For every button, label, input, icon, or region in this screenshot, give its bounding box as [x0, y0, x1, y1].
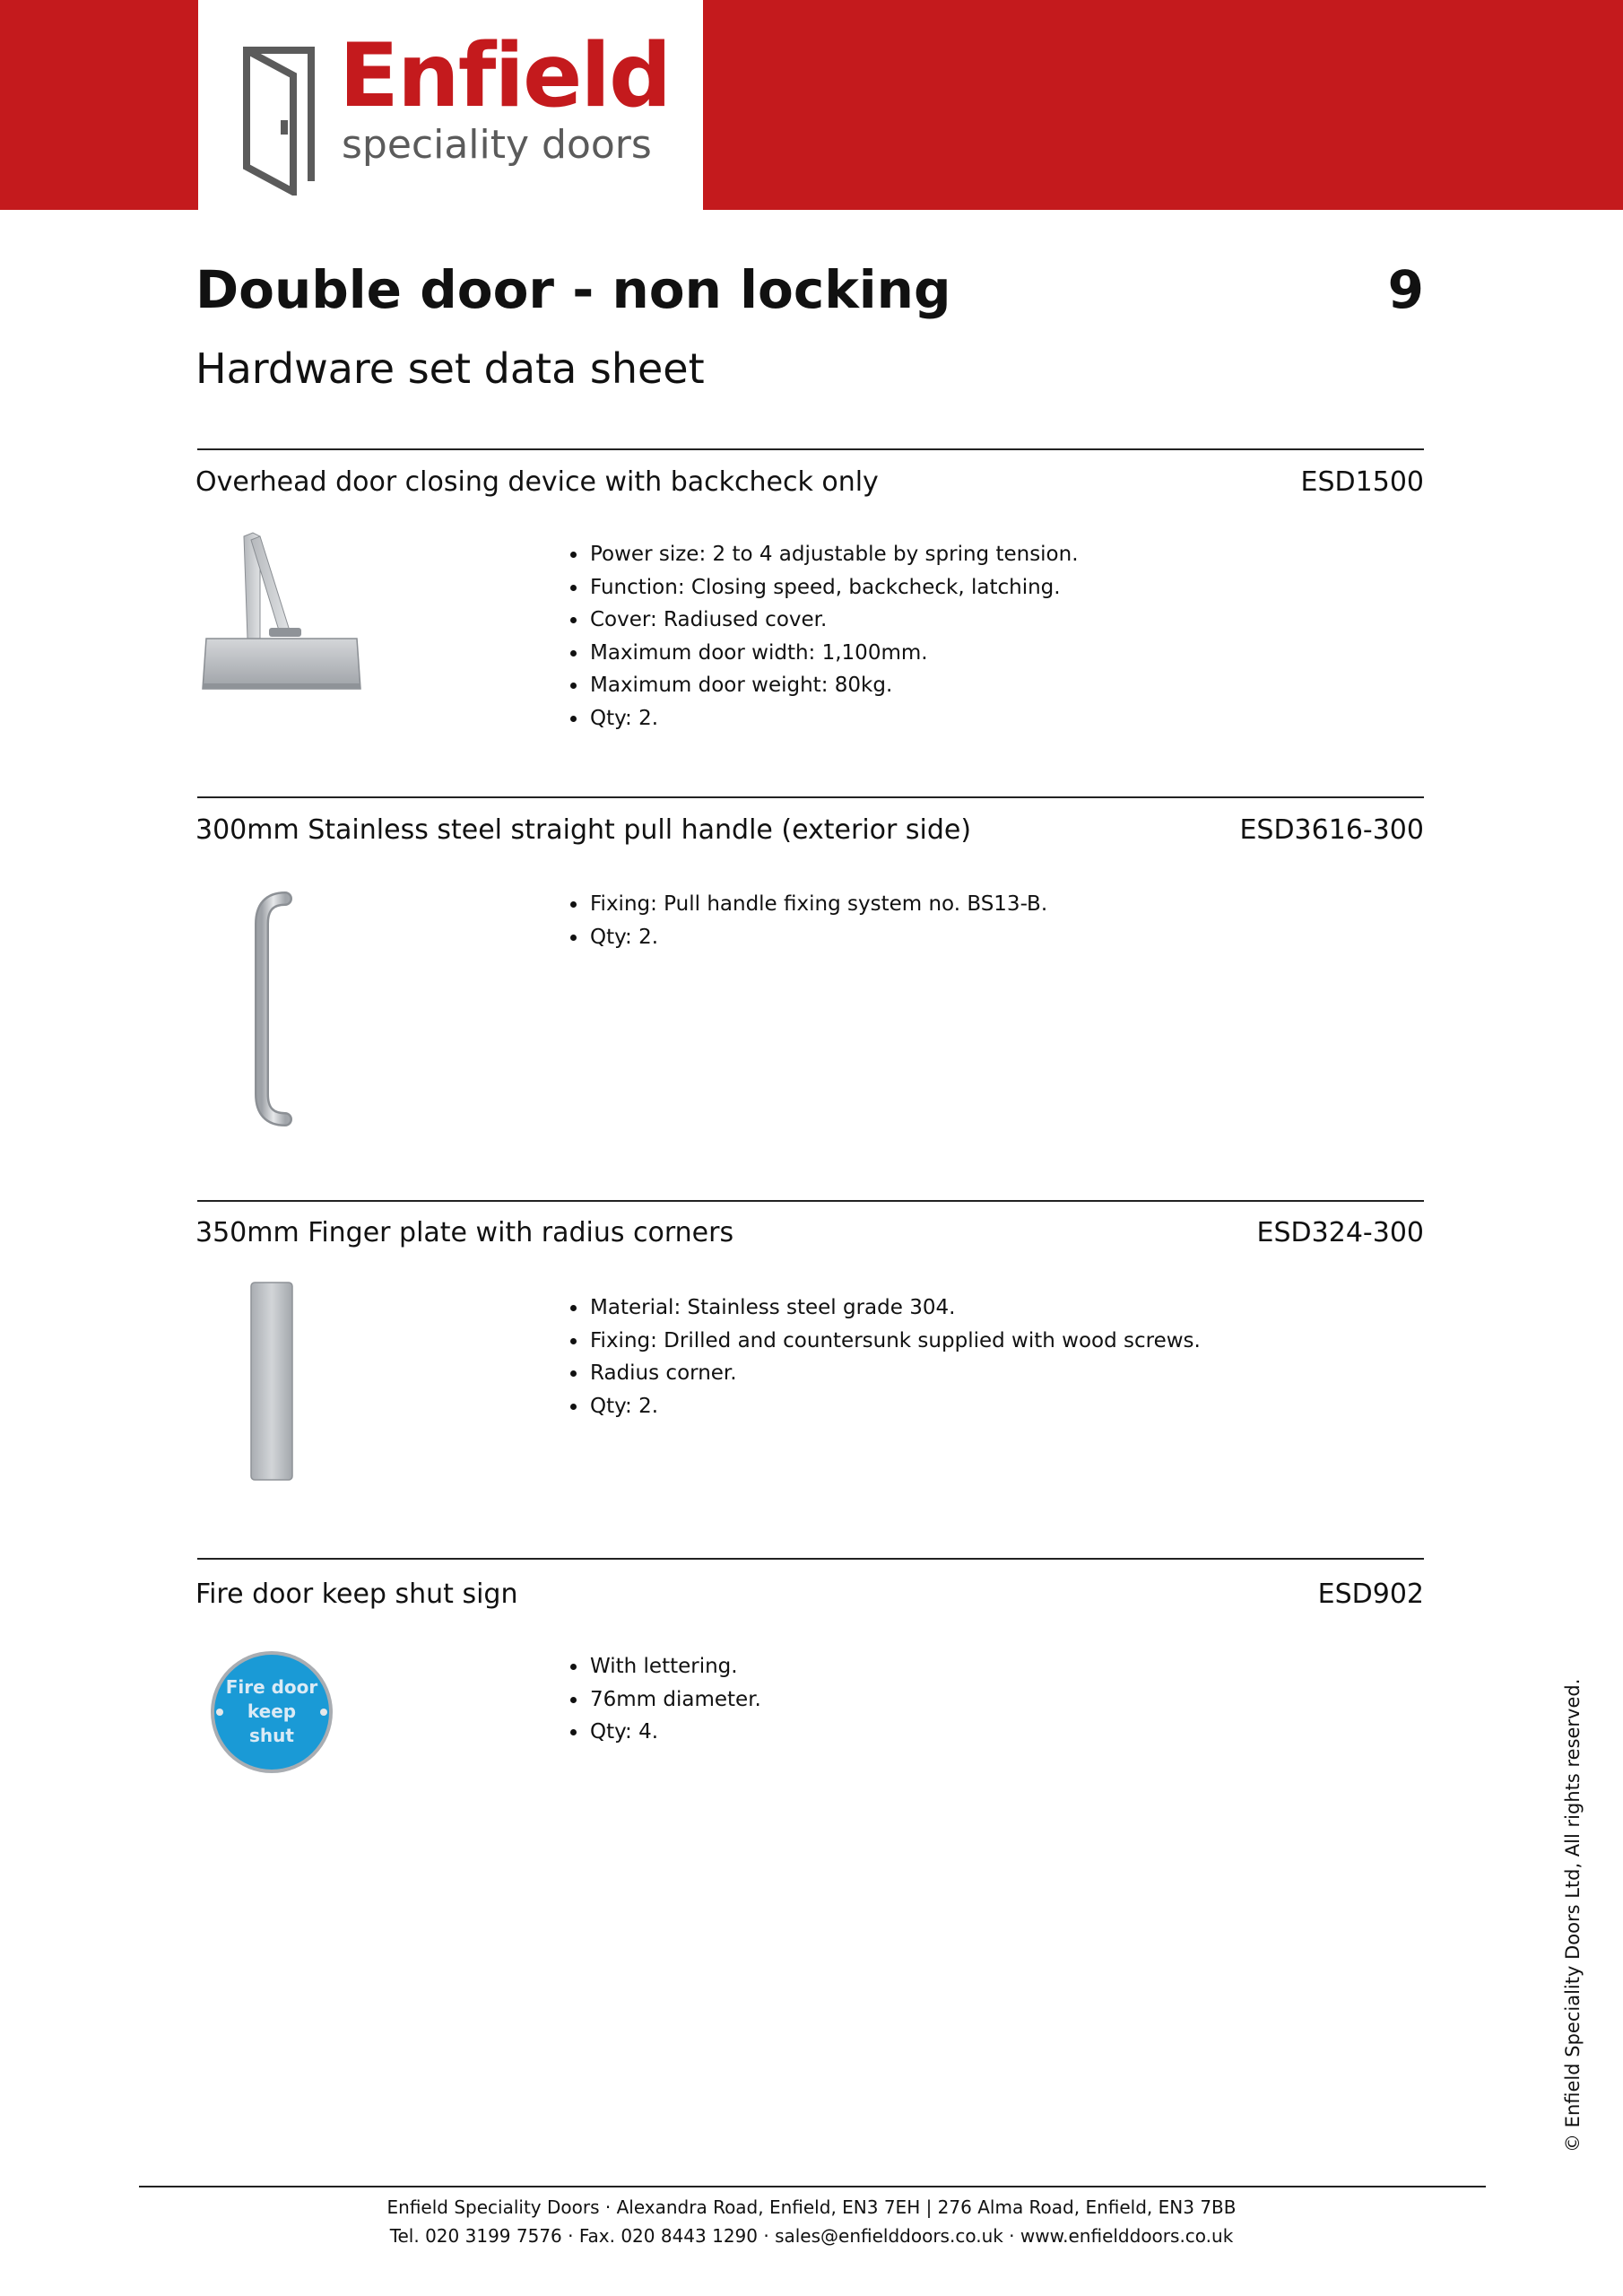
section-divider — [197, 1558, 1424, 1560]
spec-item: • Qty: 2. — [588, 1390, 1201, 1423]
spec-list — [563, 1650, 761, 1749]
footer-divider — [139, 2186, 1486, 2187]
page-number: 9 — [1387, 259, 1424, 320]
item-code: ESD3616-300 — [1239, 814, 1424, 846]
brand-tagline: speciality doors — [342, 122, 652, 168]
door-icon — [241, 47, 317, 196]
spec-item: • 76mm diameter. — [588, 1683, 761, 1717]
item-title: 300mm Stainless steel straight pull handle (exterior side) — [195, 814, 972, 846]
sign-text: shut — [249, 1725, 294, 1746]
footer-contact: Tel. 020 3199 7576 · Fax. 020 8443 1290 · sales@enfielddoors.co.uk · www.enfielddoors.co.uk — [389, 2225, 1234, 2247]
item-code: ESD1500 — [1300, 466, 1424, 498]
spec-list — [563, 888, 1047, 953]
finger-plate-icon — [249, 1281, 294, 1482]
footer-address: Enfield Speciality Doors · Alexandra Road, Enfield, EN3 7EH | 276 Alma Road, Enfield, EN3 7BB — [386, 2196, 1237, 2218]
spec-item: • Maximum door weight: 80kg. — [588, 669, 1079, 702]
spec-item: • Qty: 4. — [588, 1716, 761, 1749]
page-title: Double door - non locking — [195, 259, 951, 320]
spec-item: • Cover: Radiused cover. — [588, 604, 1079, 637]
spec-item: • Fixing: Drilled and countersunk supplied with wood screws. — [588, 1325, 1201, 1358]
spec-item: • Qty: 2. — [588, 921, 1047, 954]
item-title: 350mm Finger plate with radius corners — [195, 1217, 734, 1248]
copyright-notice: © Enfield Speciality Doors Ltd, All rights reserved. — [1562, 1678, 1584, 2152]
brand-name: Enfield — [339, 25, 671, 127]
section-divider — [197, 448, 1424, 450]
sign-text: keep — [247, 1700, 297, 1722]
spec-item: • Qty: 2. — [588, 702, 1079, 735]
spec-item: • Radius corner. — [588, 1357, 1201, 1390]
door-closer-icon — [197, 527, 368, 698]
section-divider — [197, 1200, 1424, 1202]
sign-text: Fire door — [225, 1676, 318, 1698]
spec-list — [563, 1292, 1201, 1422]
item-code: ESD902 — [1317, 1578, 1424, 1610]
spec-list — [563, 538, 1079, 735]
item-title: Overhead door closing device with backcheck only — [195, 466, 879, 498]
item-title: Fire door keep shut sign — [195, 1578, 518, 1610]
spec-item: • With lettering. — [588, 1650, 761, 1683]
item-code: ESD324-300 — [1256, 1217, 1424, 1248]
spec-item: • Function: Closing speed, backcheck, latching. — [588, 571, 1079, 604]
page-subtitle: Hardware set data sheet — [195, 344, 705, 393]
pull-handle-icon — [253, 891, 298, 1126]
logo[interactable] — [198, 0, 703, 210]
spec-item: • Material: Stainless steel grade 304. — [588, 1292, 1201, 1325]
fire-door-sign-icon — [208, 1648, 335, 1776]
spec-item: • Maximum door width: 1,100mm. — [588, 637, 1079, 670]
spec-item: • Fixing: Pull handle fixing system no. BS13-B. — [588, 888, 1047, 921]
spec-item: • Power size: 2 to 4 adjustable by spring tension. — [588, 538, 1079, 571]
section-divider — [197, 796, 1424, 798]
